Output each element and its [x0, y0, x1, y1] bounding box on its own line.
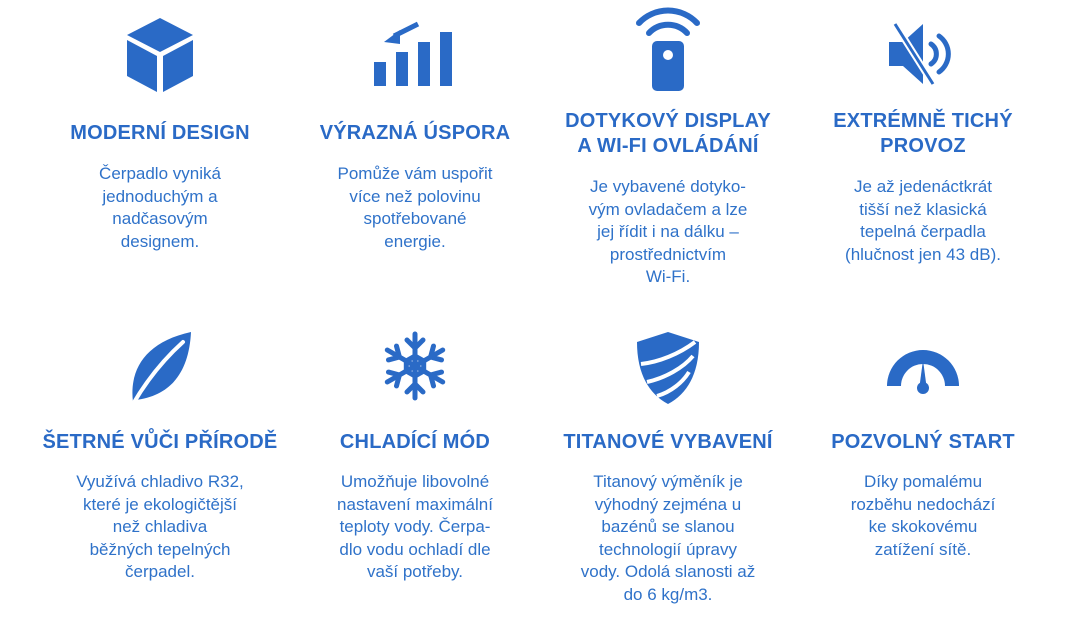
feature-title: VÝRAZNÁ ÚSPORA [319, 122, 511, 144]
gauge-icon [883, 342, 963, 396]
wifi-remote-icon [633, 5, 703, 93]
feature-description: Pomůže vám uspořit více než polovinu spotřebované energie. [337, 164, 493, 251]
feature-soft-start [803, 310, 1043, 610]
feature-modern-design [40, 0, 280, 300]
feature-description: Umožňuje libovolné nastavení maximální teploty vody. Čerpa- dlo vodu ochladí dle vaší potřeby. [337, 472, 493, 581]
feature-description: Titanový výměník je výhodný zejména u bazénů se slanou technologií úpravy vody. Odolá slanosti až do 6 kg/m3. [580, 472, 756, 604]
snowflake-icon [379, 330, 451, 402]
feature-silent-operation [803, 0, 1043, 300]
feature-eco-friendly [30, 310, 290, 610]
feature-touch-display-wifi [548, 0, 788, 300]
feature-title: ŠETRNÉ VŮČI PŘÍRODĚ [42, 431, 278, 453]
feature-title: DOTYKOVÝ DISPLAY A WI-FI OVLÁDÁNÍ [565, 110, 771, 157]
feature-description: Čerpadlo vyniká jednoduchým a nadčasovým designem. [99, 164, 221, 251]
feature-description: Díky pomalému rozběhu nedochází ke skokovému zatížení sítě. [850, 472, 996, 559]
shield-icon [635, 330, 701, 406]
feature-description: Je vybavené dotyko- vým ovladačem a lze jej řídit i na dálku – prostřednictvím Wi-Fi. [588, 177, 748, 286]
feature-cooling-mode [295, 310, 535, 610]
feature-description: Využívá chladivo R32, které je ekologičtější než chladiva běžných tepelných čerpadel. [76, 472, 244, 581]
feature-title: POZVOLNÝ START [831, 431, 1015, 453]
feature-title: TITANOVÉ VYBAVENÍ [563, 431, 773, 453]
feature-description: Je až jedenáctkrát tišší než klasická tepelná čerpadla (hlučnost jen 43 dB). [845, 177, 1001, 264]
leaf-icon [125, 330, 195, 406]
feature-title: MODERNÍ DESIGN [70, 122, 250, 144]
feature-title: CHLADÍCÍ MÓD [339, 431, 491, 453]
feature-savings [295, 0, 535, 300]
savings-chart-icon [370, 20, 460, 88]
feature-title: EXTRÉMNĚ TICHÝ PROVOZ [833, 110, 1013, 157]
cube-icon [125, 16, 195, 94]
feature-titanium-equipment [548, 310, 788, 610]
muted-speaker-icon [887, 20, 959, 88]
